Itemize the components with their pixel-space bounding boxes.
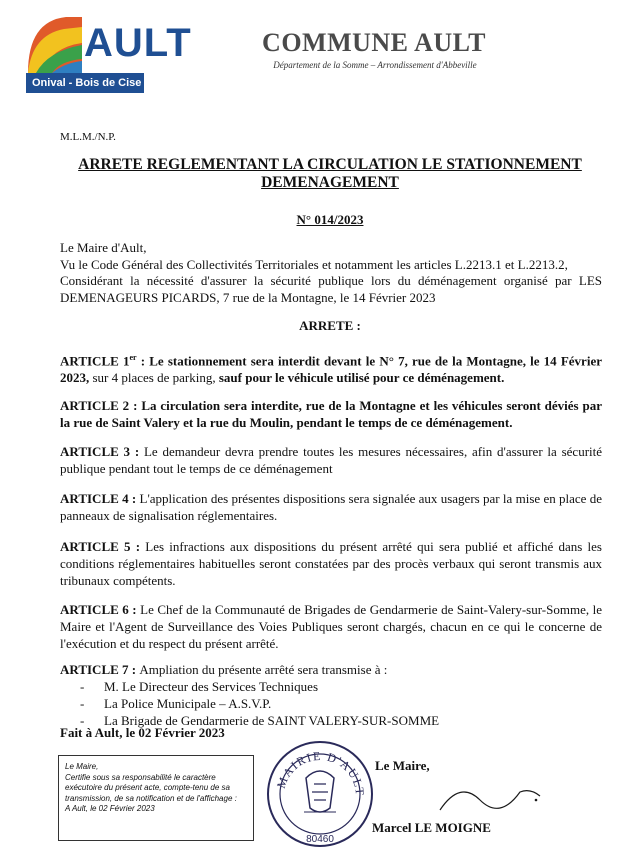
logo-subtitle: Onival - Bois de Cise [26, 73, 144, 93]
article-6 [60, 601, 602, 652]
recipient-item: - M. Le Directeur des Services Techniques [80, 678, 602, 695]
article-text: L'application des présentes dispositions sera signalée aux usagers par la mise en place de panneaux de signalisation réglementaires. [60, 491, 602, 523]
article-text: Les infractions aux dispositions du présent arrêté qui sera publié et affiché dans les conditions réglementaires habituelles seront constatées par des procès verbaux qui seront transmis aux tribunaux compétents. [60, 539, 602, 588]
article-label: ARTICLE 1 [60, 353, 130, 369]
commune-subtitle: Département de la Somme – Arrondissement d'Abbeville [273, 60, 477, 70]
cert-line: Le Maire, [65, 762, 99, 771]
article-1 [60, 349, 602, 386]
article-text: Ampliation du présente arrêté sera transmise à : [139, 662, 388, 677]
article-label: ARTICLE 5 : [60, 539, 146, 554]
article-text: sauf pour le véhicule utilisé pour ce déménagement. [218, 370, 505, 386]
cert-line: A Ault, le 02 Février 2023 [65, 804, 155, 813]
article-text: La circulation sera interdite, rue de la Montagne et les véhicules seront déviés par la rue de Saint Valery et la rue du Moulin, pendant le temps de ce déménagement. [60, 398, 603, 430]
recipient-list [60, 678, 602, 729]
signature-label: Le Maire, [375, 758, 430, 773]
article-text: Le Chef de la Communauté de Brigades de Gendarmerie de Saint-Valery-sur-Somme, le Maire et l'Agent de Surveillance des Voies Publiques seront chargés, chacun en ce qui le concerne de l'exécution et du respect du présent arrêté. [60, 602, 602, 651]
article-3 [60, 443, 602, 477]
article-text: sur 4 places de parking, [89, 370, 219, 386]
certification-box [58, 755, 254, 841]
preamble-line: Le Maire d'Ault, [60, 240, 147, 255]
article-text: Le stationnement sera interdit devant le N° 7, rue de la Montagne, le 14 Février 2023, [60, 353, 602, 386]
arrete-number: N° 014/2023 [296, 212, 364, 227]
svg-text:MAIRIE D'AULT [274, 749, 367, 797]
article-label: ARTICLE 4 : [60, 491, 140, 506]
cert-line: Certifie sous sa responsabilité le caractère exécutoire du présent acte, compte-tenu de sa transmission, de sa notification et de l'affichage : [65, 772, 237, 803]
document-title: ARRETE REGLEMENTANT LA CIRCULATION LE STATIONNEMENT DEMENAGEMENT [78, 156, 582, 191]
article-label: ARTICLE 7 : [60, 662, 140, 677]
mayor-name: Marcel LE MOIGNE [372, 820, 491, 835]
article-label: ARTICLE 2 : [60, 398, 142, 413]
recipient-item: - La Police Municipale – A.S.V.P. [80, 695, 602, 712]
mairie-seal-stamp [264, 738, 376, 850]
commune-title: COMMUNE AULT [262, 28, 486, 57]
preamble-line: Considérant la nécessité d'assurer la sécurité publique lors du déménagement organisé par LES DEMENAGEURS PICARDS, 7 rue de la Montagne, le 14 Février 2023 [60, 273, 602, 305]
article-5 [60, 538, 602, 589]
article-label: ARTICLE 3 : [60, 444, 144, 459]
reference: M.L.M./N.P. [60, 131, 116, 143]
seal-postcode: 80460 [306, 834, 334, 845]
handwritten-signature [430, 770, 550, 820]
article-sep: : [136, 353, 150, 369]
article-4 [60, 490, 602, 524]
logo-name: AULT [84, 21, 192, 65]
preamble [60, 240, 602, 306]
seal-ring-text: MAIRIE D'AULT [273, 748, 368, 798]
article-label-sup: er [129, 353, 137, 362]
commune-logo [26, 13, 200, 100]
article-text: Le demandeur devra prendre toutes les mesures nécessaires, afin d'assurer la sécurité publique pendant tout le temps de ce déménagement [60, 444, 603, 476]
preamble-line: Vu le Code Général des Collectivités Territoriales et notamment les articles L.2213.1 et L.2213.2, [60, 256, 568, 272]
arrete-heading: ARRETE : [299, 318, 361, 333]
fait-a-ault: Fait à Ault, le 02 Février 2023 [60, 725, 225, 740]
article-2 [60, 397, 602, 431]
article-label: ARTICLE 6 : [60, 602, 141, 617]
recipient-item: - La Brigade de Gendarmerie de SAINT VALERY-SUR-SOMME [80, 712, 602, 729]
article-7 [60, 661, 602, 729]
